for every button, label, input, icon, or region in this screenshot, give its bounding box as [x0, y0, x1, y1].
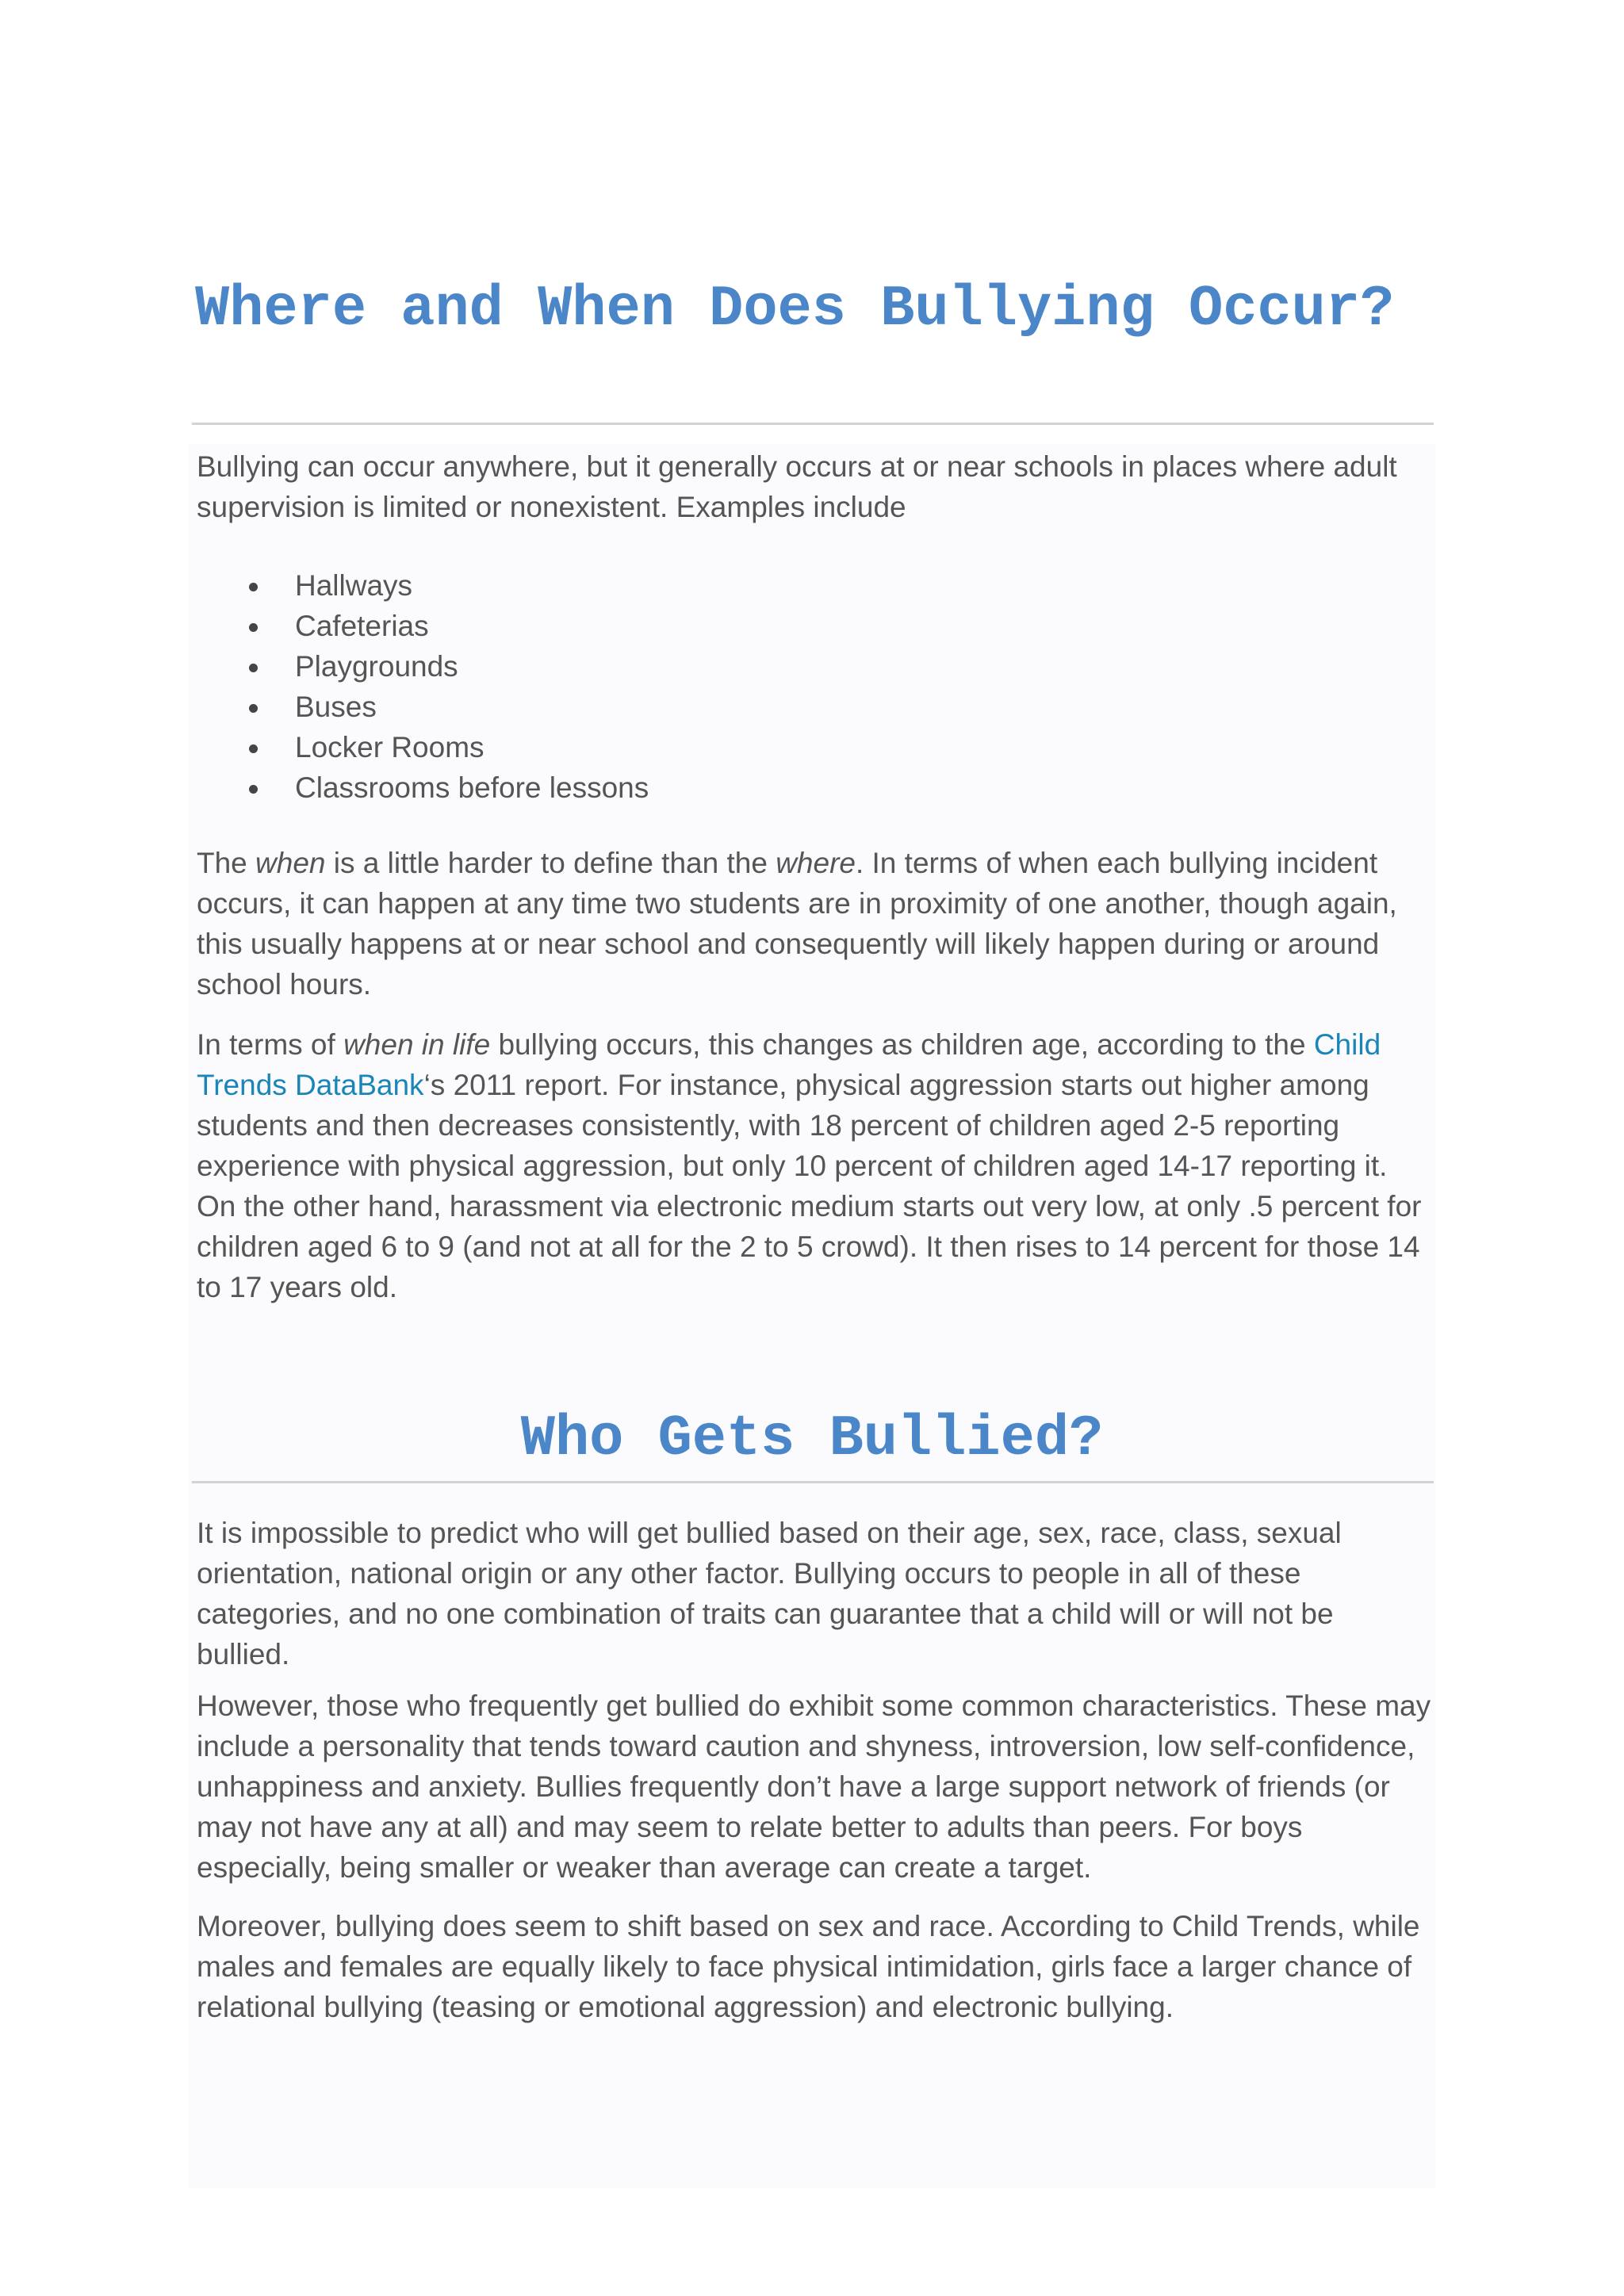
- section-title-who-gets-bullied: Who Gets Bullied?: [520, 1406, 1104, 1471]
- intro-paragraph: Bullying can occur anywhere, but it generally occurs at or near schools in places where adult supervision is limited or nonexistent. Examples include: [197, 450, 1397, 523]
- section-title-where-when: Where and When Does Bullying Occur?: [195, 277, 1395, 342]
- text-run: is a little harder to define than the: [325, 847, 776, 879]
- text-run: The: [197, 847, 256, 879]
- list-item-label: Buses: [295, 691, 377, 723]
- who-paragraph-1: It is impossible to predict who will get bullied based on their age, sex, race, class, sexual orientation, national origin or any other factor. Bullying occurs to people in all of these categories, and no one combination of traits can guarantee that a child will or will not be bullied.: [197, 1517, 1342, 1670]
- child-trends-databank-link[interactable]: Child Trends DataBank: [197, 1028, 1381, 1101]
- bullet-icon: [249, 785, 258, 794]
- list-item-label: Hallways: [295, 569, 413, 602]
- when-paragraph: [197, 843, 1434, 1004]
- text-run: bullying occurs, this changes as children age, according to the: [490, 1028, 1314, 1061]
- bullet-icon: [249, 583, 258, 591]
- bullet-icon: [249, 744, 258, 753]
- emphasis-when-in-life: when in life: [343, 1028, 491, 1061]
- list-item-label: Classrooms before lessons: [295, 771, 649, 804]
- list-item: [197, 565, 1307, 606]
- text-run: ‘s 2011 report. For instance, physical aggression starts out higher among students and then decreases consistently, with 18 percent of children aged 2-5 reporting experience with physical aggression, but only 10 percent of children aged 14-17 reporting it. On the other hand, harassment via electronic medium starts out very low, at only .5 percent for children aged 6 to 9 (and not at all for the 2 to 5 crowd). It then rises to 14 percent for those 14 to 17 years old.: [197, 1069, 1422, 1303]
- list-item: [197, 727, 1307, 767]
- heading-divider: [192, 1481, 1434, 1483]
- list-item-label: Cafeterias: [295, 610, 429, 642]
- list-item: [197, 646, 1307, 687]
- bullet-icon: [249, 623, 258, 632]
- bullet-icon: [249, 664, 258, 672]
- text-run: In terms of: [197, 1028, 344, 1061]
- text-run: . In terms of when each bullying incident occurs, it can happen at any time two students are in proximity of one another, though again, this usually happens at or near school and consequently will likely happen during or around school hours.: [197, 847, 1397, 1001]
- who-paragraph-2: However, those who frequently get bullied do exhibit some common characteristics. These may include a personality that tends toward caution and shyness, introversion, low self-confidence, unhappiness and anxiety. Bullies frequently don’t have a large support network of friends (or may not have any at all) and may seem to relate better to adults than peers. For boys especially, being smaller or weaker than average can create a target.: [197, 1689, 1431, 1884]
- who-paragraph-3: Moreover, bullying does seem to shift based on sex and race. According to Child Trends, while males and females are equally likely to face physical intimidation, girls face a larger chance of relational bullying (teasing or emotional aggression) and electronic bullying.: [197, 1910, 1420, 2023]
- list-item: [197, 687, 1307, 727]
- list-item: [197, 767, 1307, 808]
- heading-divider: [192, 423, 1434, 425]
- emphasis-where: where: [776, 847, 856, 879]
- list-item-label: Playgrounds: [295, 650, 458, 683]
- places-list: [197, 565, 1307, 808]
- list-item: [197, 606, 1307, 646]
- list-item-label: Locker Rooms: [295, 731, 485, 763]
- emphasis-when: when: [255, 847, 326, 879]
- bullet-icon: [249, 704, 258, 713]
- when-in-life-paragraph: [197, 1024, 1434, 1307]
